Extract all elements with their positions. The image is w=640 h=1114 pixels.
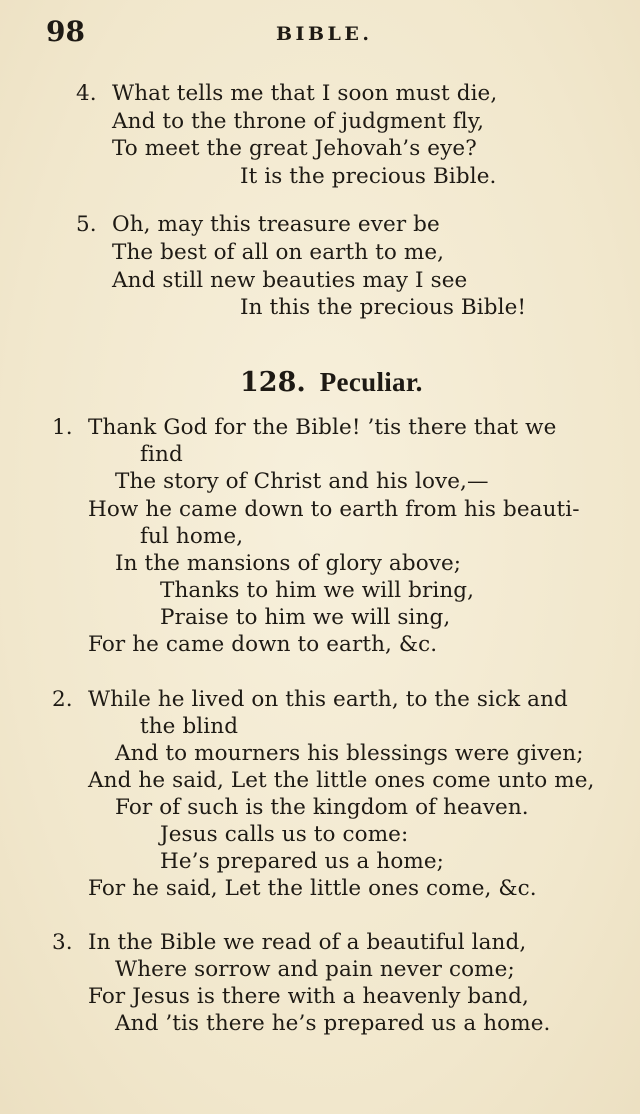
verse-line: For he said, Let the little ones come, &c. xyxy=(88,876,537,901)
hymn-meter: Peculiar. xyxy=(319,367,423,397)
verse-line: Thanks to him we will bring, xyxy=(160,578,475,603)
verse-line: Thank God for the Bible! ’tis there that we xyxy=(88,415,557,440)
verse-line: To meet the great Jehovah’s eye? xyxy=(112,136,477,161)
verse-line: For he came down to earth, &c. xyxy=(88,632,438,657)
hymn-heading xyxy=(240,365,423,400)
verse-line: For of such is the kingdom of heaven. xyxy=(115,795,529,820)
verse-line: Where sorrow and pain never come; xyxy=(115,957,515,982)
verse-line: And ’tis there he’s prepared us a home. xyxy=(115,1011,551,1036)
verse-line: And to mourners his blessings were given; xyxy=(115,741,584,766)
verse-number: 4. xyxy=(76,81,97,106)
verse-line: What tells me that I soon must die, xyxy=(112,81,498,106)
verse-line: For Jesus is there with a heavenly band, xyxy=(88,984,529,1009)
verse-line: Jesus calls us to come: xyxy=(160,822,409,847)
verse-number: 3. xyxy=(52,930,73,955)
verse-line: In the mansions of glory above; xyxy=(115,551,462,576)
verse-line: It is the precious Bible. xyxy=(240,164,497,189)
running-title: BIBLE. xyxy=(276,23,373,45)
verse-line: And to the throne of judgment fly, xyxy=(112,109,485,134)
verse-line: And he said, Let the little ones come unto me, xyxy=(88,768,595,793)
hymn-number: 128. xyxy=(240,367,306,398)
verse-line: find xyxy=(140,442,183,467)
verse-number: 2. xyxy=(52,687,73,712)
verse-line: Praise to him we will sing, xyxy=(160,605,451,630)
verse-line: The story of Christ and his love,— xyxy=(115,469,489,494)
verse-line: the blind xyxy=(140,714,239,739)
page-number: 98 xyxy=(46,15,85,48)
verse-number: 1. xyxy=(52,415,73,440)
verse-line: Oh, may this treasure ever be xyxy=(112,212,440,237)
verse-line: The best of all on earth to me, xyxy=(112,240,445,265)
verse-line: How he came down to earth from his beauti- xyxy=(88,497,580,522)
verse-number: 5. xyxy=(76,212,97,237)
verse-line: While he lived on this earth, to the sick and xyxy=(88,687,568,712)
verse-line: In the Bible we read of a beautiful land, xyxy=(88,930,527,955)
verse-line: And still new beauties may I see xyxy=(112,268,468,293)
verse-line: He’s prepared us a home; xyxy=(160,849,445,874)
verse-line: In this the precious Bible! xyxy=(240,295,527,320)
verse-line: ful home, xyxy=(140,524,244,549)
